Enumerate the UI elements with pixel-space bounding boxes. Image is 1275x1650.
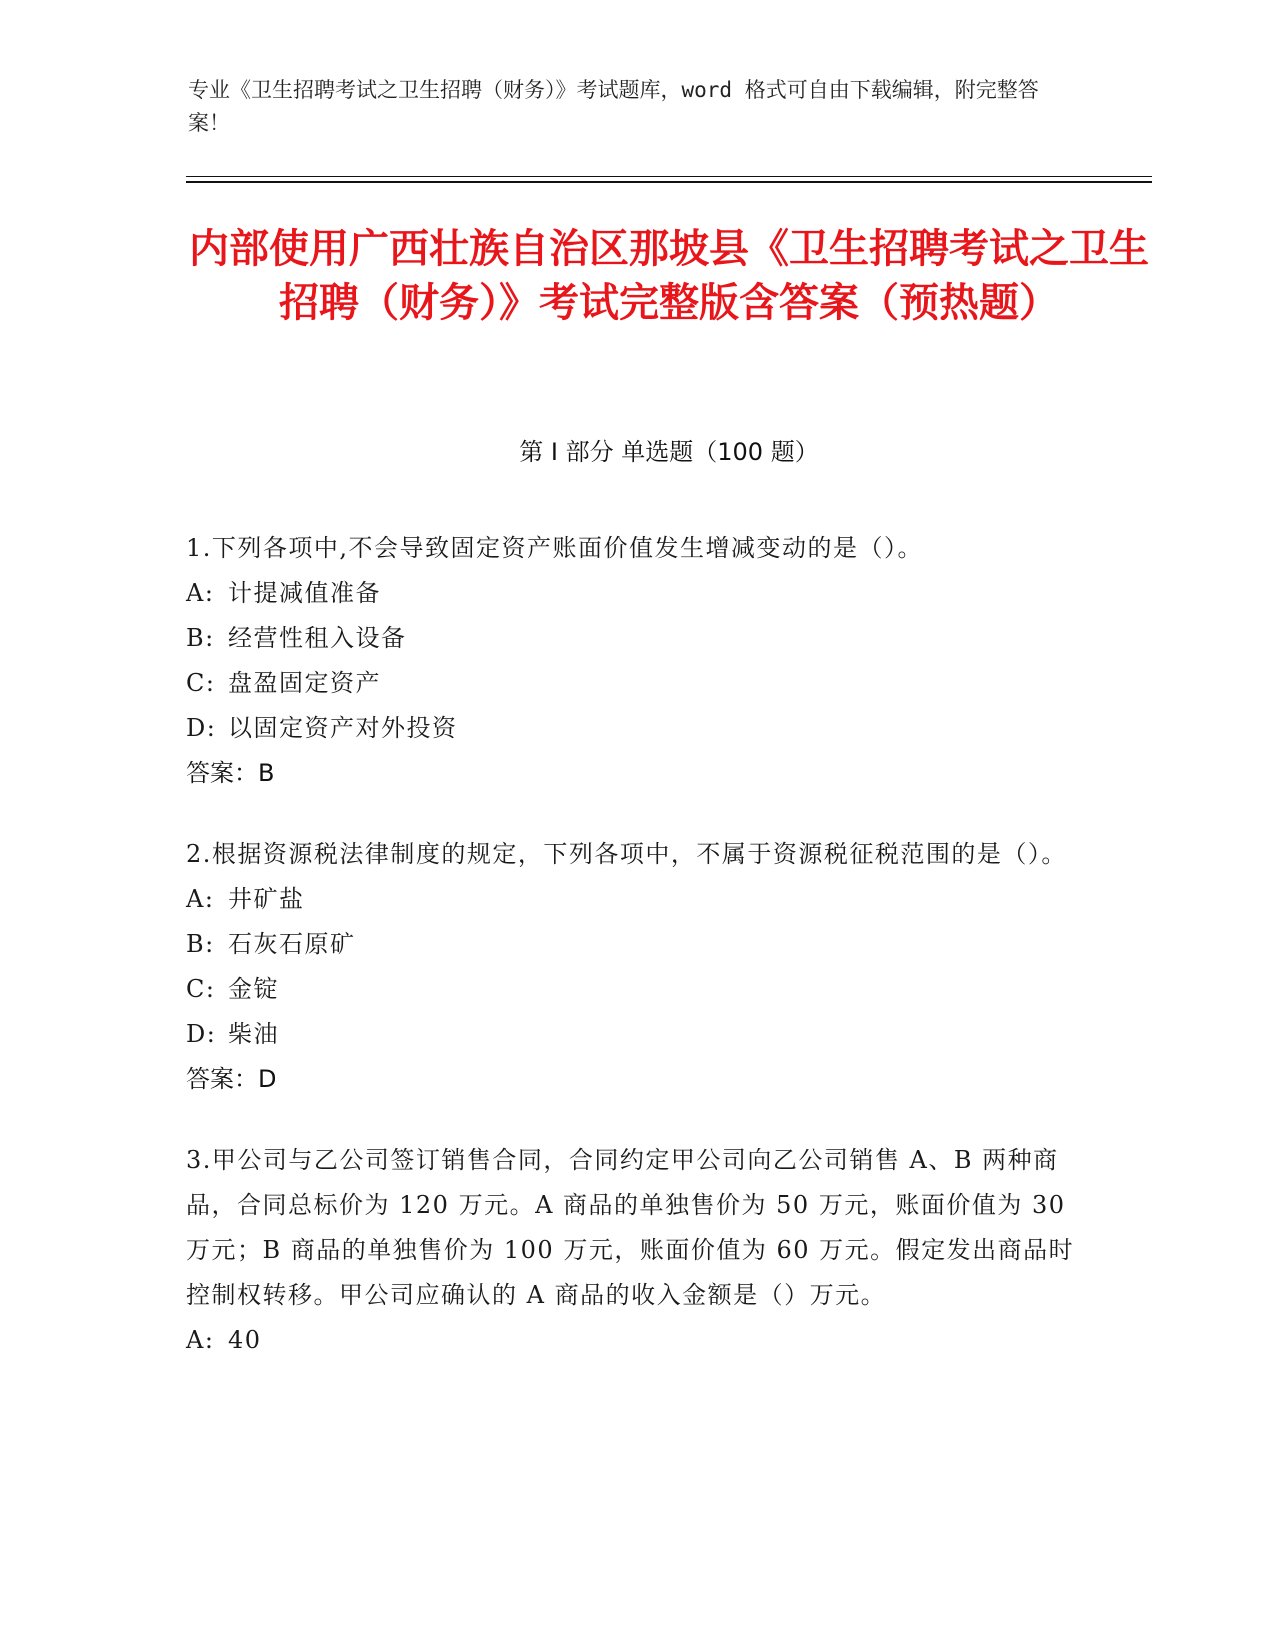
option-text: 金锭 <box>228 975 279 1003</box>
header-note: 专业《卫生招聘考试之卫生招聘（财务）》考试题库，word 格式可自由下载编辑，附完整答案！ <box>188 78 1039 135</box>
option-letter: C: <box>186 975 216 1003</box>
question-text: 1.下列各项中,不会导致固定资产账面价值发生增减变动的是（）。 <box>186 534 924 562</box>
option-a <box>186 571 1086 616</box>
option-b <box>186 616 1086 661</box>
option-letter: C: <box>186 669 216 697</box>
option-text: 石灰石原矿 <box>228 930 356 958</box>
option-letter: A: <box>186 885 215 913</box>
option-d <box>186 1012 1086 1057</box>
question-2 <box>186 832 1086 1102</box>
option-text: 盘盈固定资产 <box>228 669 381 697</box>
option-text: 经营性租入设备 <box>228 624 407 652</box>
option-letter: A: <box>186 1326 215 1354</box>
section-heading: 第 I 部分 单选题（100 题） <box>519 438 819 466</box>
option-letter: D: <box>186 1020 217 1048</box>
question-list <box>186 526 1086 1399</box>
question-text: 3.甲公司与乙公司签订销售合同，合同约定甲公司向乙公司销售 A、B 两种商品，合同总标价为 120 万元。A 商品的单独售价为 50 万元，账面价值为 30 万元；B 商品的单独售价为 100 万元，账面价值为 60 万元。假定发出商品时控制权转移。甲公司应确认的 A 商品的收入金额是（）万元。 <box>186 1146 1075 1309</box>
header-divider-thick <box>186 181 1152 183</box>
option-c <box>186 661 1086 706</box>
option-text: 柴油 <box>228 1020 279 1048</box>
option-letter: B: <box>186 930 215 958</box>
option-c <box>186 967 1086 1012</box>
question-3 <box>186 1138 1086 1363</box>
document-title: 内部使用广西壮族自治区那坡县《卫生招聘考试之卫生招聘（财务）》考试完整版含答案（预热题） <box>189 226 1149 326</box>
option-a <box>186 877 1086 922</box>
header-divider-thin <box>186 176 1152 177</box>
option-text: 以固定资产对外投资 <box>228 714 458 742</box>
option-d <box>186 706 1086 751</box>
option-b <box>186 922 1086 967</box>
option-letter: A: <box>186 579 215 607</box>
option-text: 计提减值准备 <box>228 579 381 607</box>
question-1 <box>186 526 1086 796</box>
answer: 答案：B <box>186 759 275 787</box>
question-text: 2.根据资源税法律制度的规定，下列各项中，不属于资源税征税范围的是（）。 <box>186 840 1067 868</box>
option-letter: D: <box>186 714 217 742</box>
option-text: 井矿盐 <box>228 885 305 913</box>
option-text: 40 <box>228 1326 262 1354</box>
answer: 答案：D <box>186 1065 277 1093</box>
option-letter: B: <box>186 624 215 652</box>
option-a <box>186 1318 1086 1363</box>
